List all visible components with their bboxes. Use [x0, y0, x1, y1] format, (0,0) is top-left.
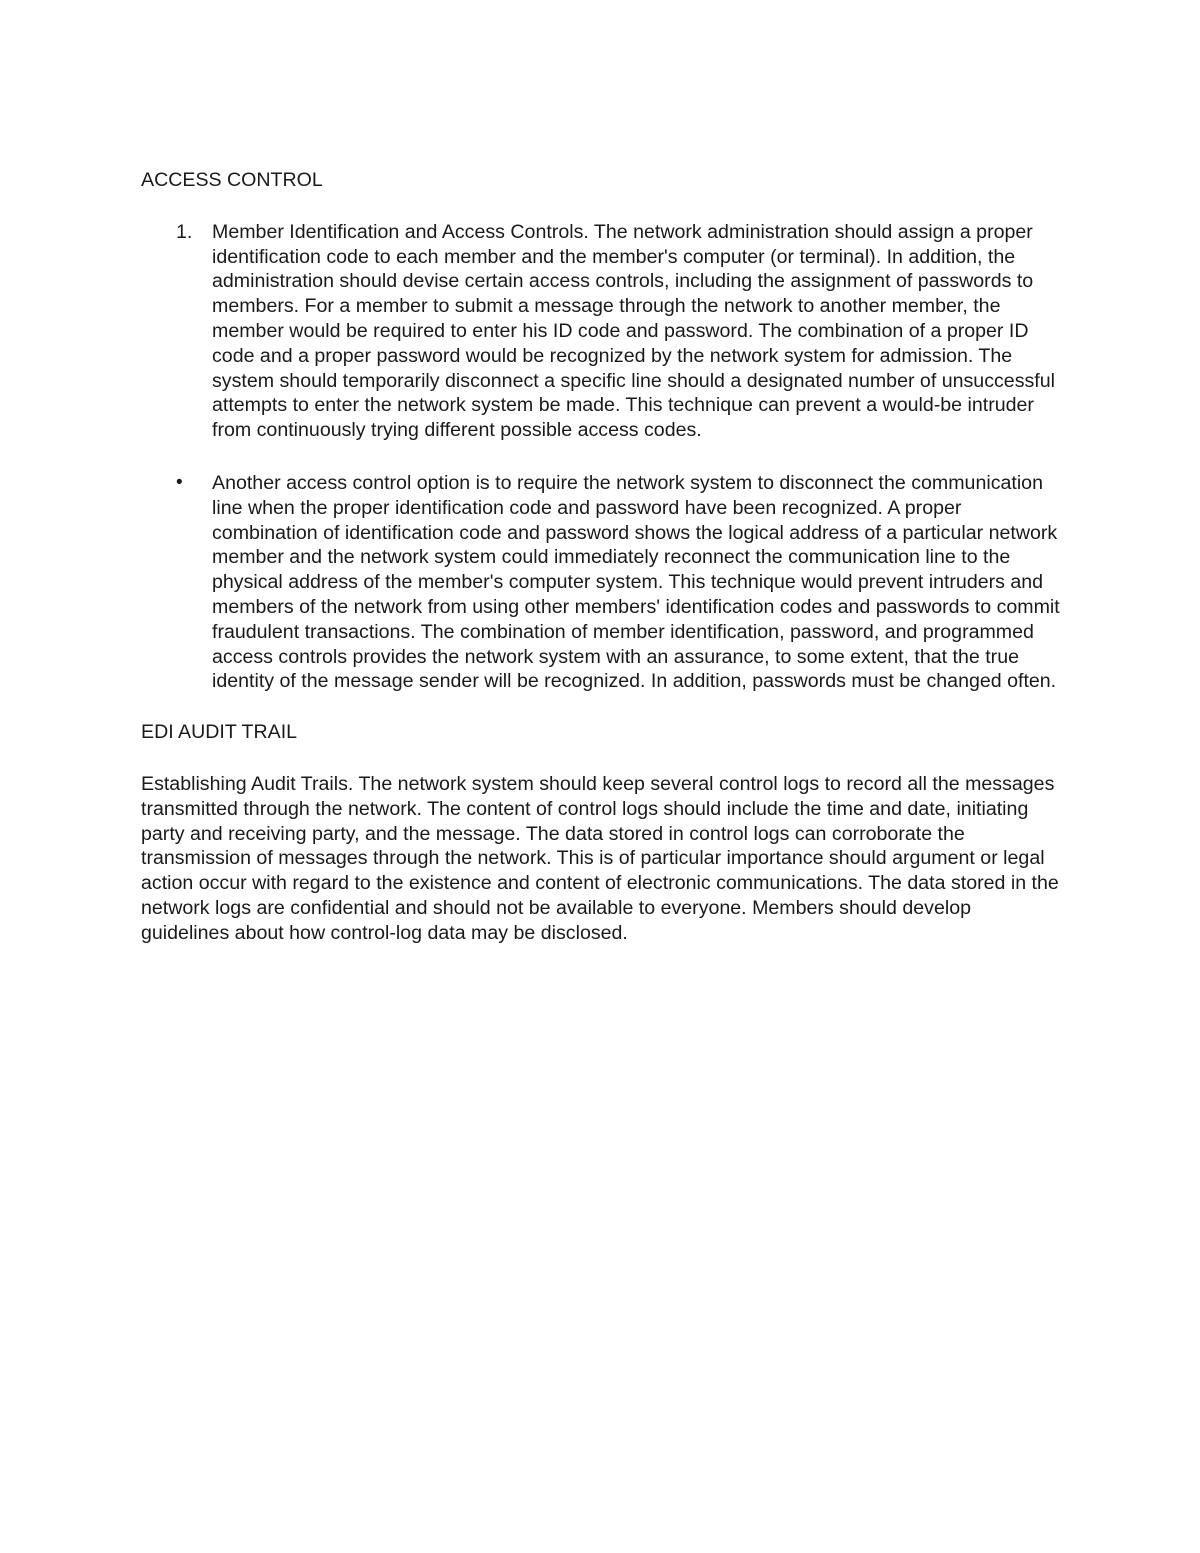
disconnect-option-paragraph: Another access control option is to require the network system to disconnect the communication line when the proper identification code and password have been recognized. A proper combination of identification code and password shows the logical address of a particular network member and the network system could immediately reconnect the communication line to the physical address of the member's computer system. This technique would prevent intruders and members of the network from using other members' identification codes and passwords to commit fraudulent transactions. The combination of member identification, password, and programmed access controls provides the network system with an assurance, to some extent, that the true identity of the message sender will be recognized. In addition, passwords must be changed often. — [212, 471, 1060, 693]
audit-trails-paragraph: Establishing Audit Trails. The network system should keep several control logs to record all the messages transmitted through the network. The content of control logs should include the time and date, initiating party and receiving party, and the message. The data stored in control logs can corroborate the transmission of messages through the network. This is of particular importance should argument or legal action occur with regard to the existence and content of electronic communications. The data stored in the network logs are confidential and should not be available to everyone. Members should develop guidelines about how control-log data may be disclosed. — [141, 772, 1059, 944]
document-body — [141, 168, 1061, 946]
edi-audit-trail-heading: EDI AUDIT TRAIL — [141, 721, 298, 744]
list-number: 1. — [176, 220, 193, 243]
numbered-list-item — [141, 220, 1061, 443]
access-control-heading: ACCESS CONTROL — [141, 169, 323, 191]
member-identification-paragraph: Member Identification and Access Controls. The network administration should assign a proper identification code to each member and the member's computer (or terminal). In addition, the administration should devise certain access controls, including the assignment of passwords to members. For a member to submit a message through the network to another member, the member would be required to enter his ID code and password. The combination of a proper ID code and a proper password would be recognized by the network system for admission. The system should temporarily disconnect a specific line should a designated number of unsuccessful attempts to enter the network system be made. This technique can prevent a would-be intruder from continuously trying different possible access codes. — [212, 220, 1055, 442]
bullet-list-item — [141, 471, 1061, 694]
bullet-icon: • — [176, 471, 183, 493]
